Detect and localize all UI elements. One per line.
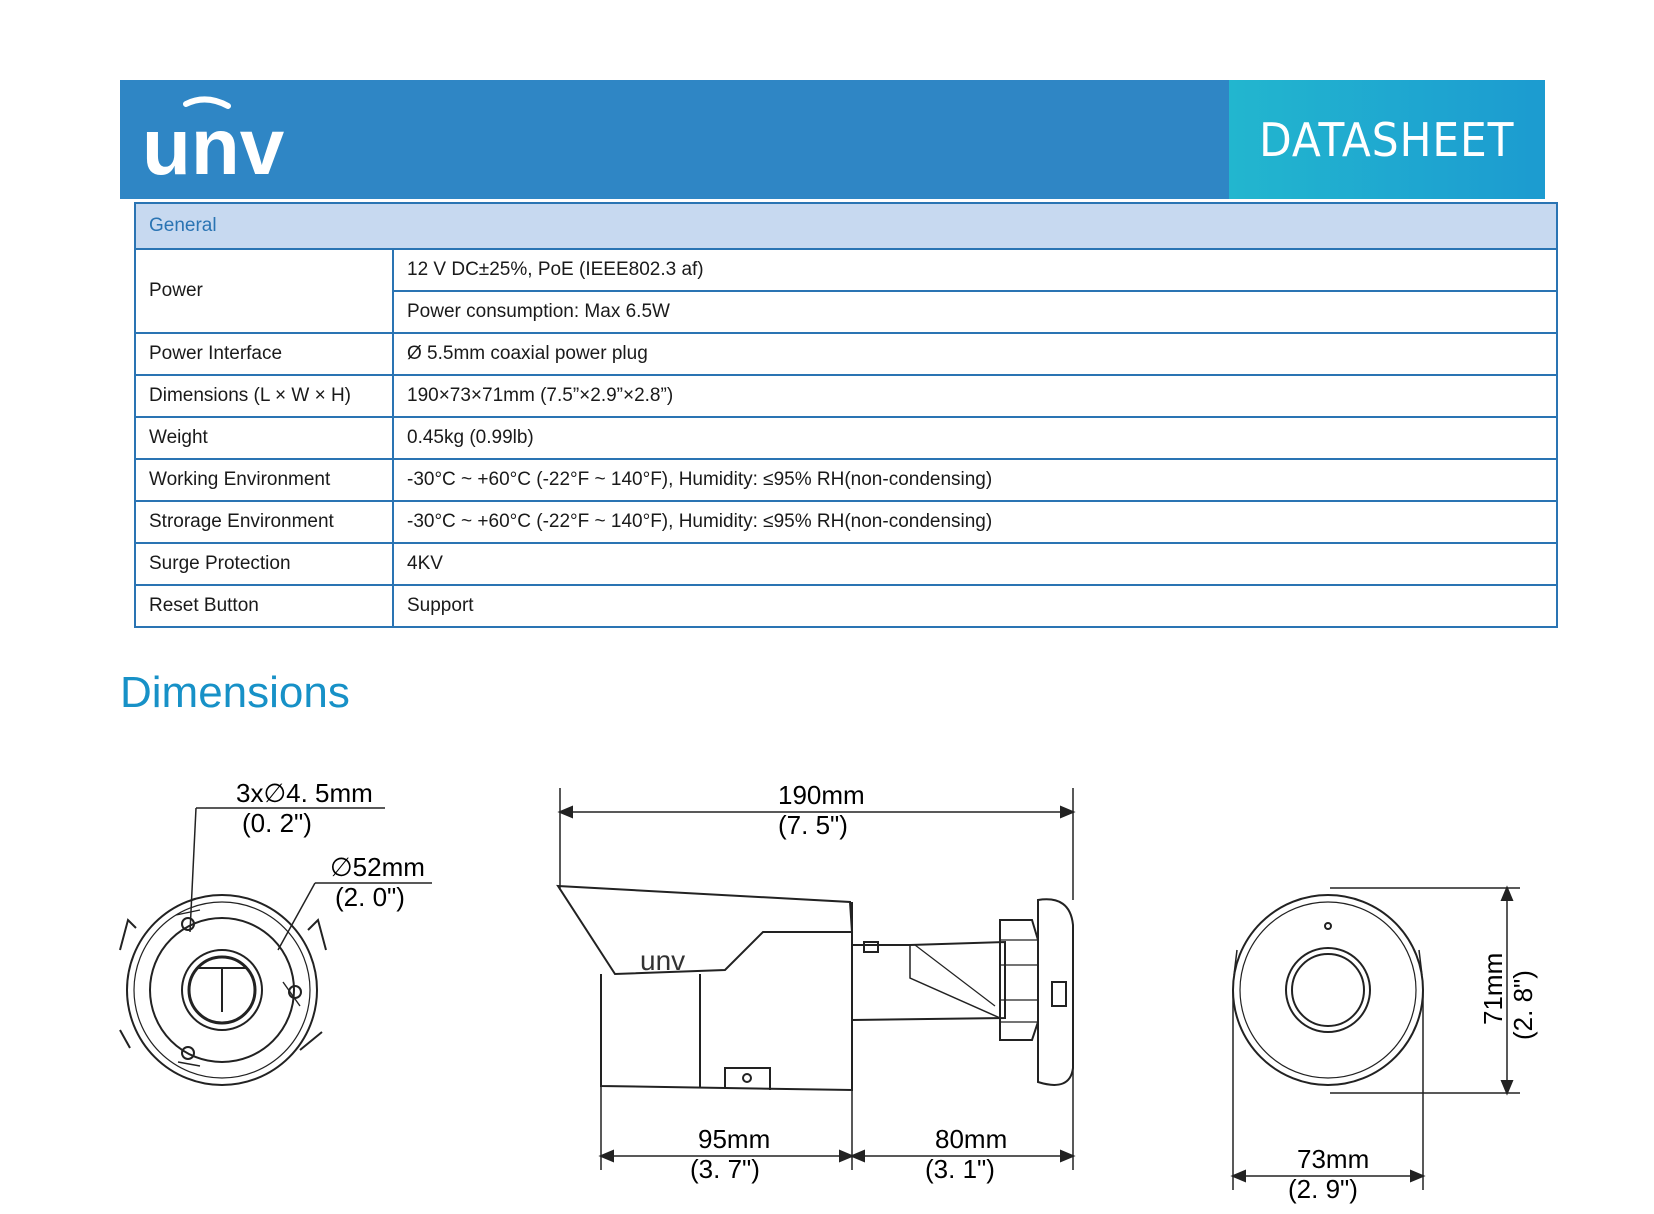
width-inch-label: (2. 9") — [1288, 1174, 1358, 1204]
base-holes-label: 3x∅4. 5mm — [236, 778, 373, 808]
table-row — [135, 417, 1557, 459]
row-label: Weight — [135, 417, 393, 459]
base-view-drawing — [120, 808, 432, 1085]
table-row — [135, 375, 1557, 417]
dimension-drawings — [0, 760, 1654, 1214]
row-value: 190×73×71mm (7.5”×2.9”×2.8”) — [393, 375, 1557, 417]
front-view-drawing — [1233, 888, 1520, 1190]
row-label: Power Interface — [135, 333, 393, 375]
table-row — [135, 543, 1557, 585]
logo-text: unv — [142, 102, 285, 186]
row-value: -30°C ~ +60°C (-22°F ~ 140°F), Humidity: ≤95% RH(non-condensing) — [393, 459, 1557, 501]
spec-table — [134, 202, 1558, 628]
front-length-inch-label: (3. 7") — [690, 1154, 760, 1184]
base-diameter-label: ∅52mm — [330, 852, 425, 882]
base-holes-inch-label: (0. 2") — [242, 808, 312, 838]
datasheet-label: DATASHEET — [1259, 112, 1515, 167]
row-value: -30°C ~ +60°C (-22°F ~ 140°F), Humidity: ≤95% RH(non-condensing) — [393, 501, 1557, 543]
row-label: Strorage Environment — [135, 501, 393, 543]
side-view-drawing — [558, 788, 1073, 1170]
table-row — [135, 501, 1557, 543]
height-inch-label: (2. 8") — [1508, 970, 1538, 1040]
front-length-label: 95mm — [698, 1124, 771, 1154]
row-value-power-consumption: Power consumption: Max 6.5W — [393, 291, 1557, 333]
row-value: Ø 5.5mm coaxial power plug — [393, 333, 1557, 375]
base-diameter-inch-label: (2. 0") — [335, 882, 405, 912]
datasheet-badge — [1229, 80, 1545, 199]
row-value: Support — [393, 585, 1557, 627]
unv-logo — [142, 96, 292, 186]
rear-length-label: 80mm — [935, 1124, 1008, 1154]
row-label: Reset Button — [135, 585, 393, 627]
length-label: 190mm — [778, 780, 865, 810]
row-label: Surge Protection — [135, 543, 393, 585]
width-label: 73mm — [1297, 1144, 1370, 1174]
header-banner — [120, 80, 1545, 199]
row-label-power: Power — [135, 249, 393, 333]
row-label: Working Environment — [135, 459, 393, 501]
section-title: General — [135, 203, 1557, 249]
table-row — [135, 585, 1557, 627]
table-row — [135, 333, 1557, 375]
row-value: 0.45kg (0.99lb) — [393, 417, 1557, 459]
row-value: 4KV — [393, 543, 1557, 585]
section-row — [135, 203, 1557, 249]
table-row — [135, 459, 1557, 501]
row-label: Dimensions (L × W × H) — [135, 375, 393, 417]
body-logo: unv — [640, 945, 686, 976]
table-row — [135, 249, 1557, 291]
length-inch-label: (7. 5") — [778, 810, 848, 840]
rear-length-inch-label: (3. 1") — [925, 1154, 995, 1184]
height-label: 71mm — [1478, 952, 1508, 1025]
row-value-power-input: 12 V DC±25%, PoE (IEEE802.3 af) — [393, 249, 1557, 291]
dimensions-heading: Dimensions — [120, 668, 350, 717]
